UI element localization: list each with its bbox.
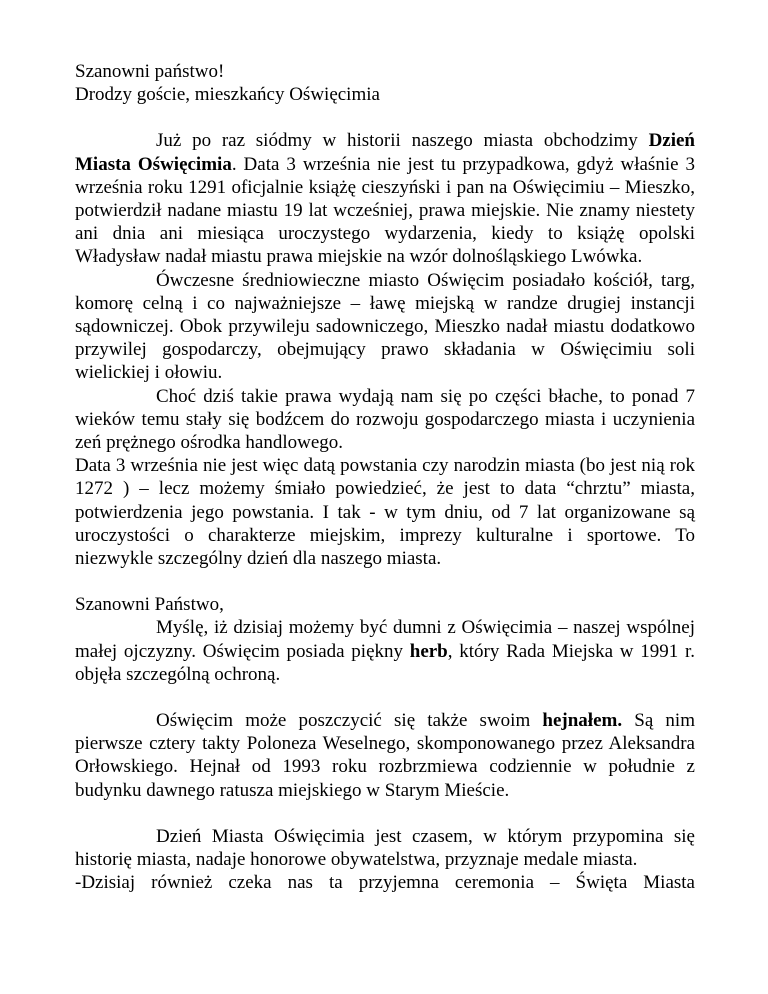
paragraph-coat-of-arms-text-cont: , który Rada Miejska w 1991 r. objęła szczególną ochroną. <box>75 640 695 685</box>
bugle-call-emphasis: hejnałem. <box>542 710 623 732</box>
paragraph-coat-of-arms-text: Myślę, iż dzisiaj możemy być dumni z Oświęcimia – naszej wspólnej małej ojczyzny. Oświęcim posiada piękny <box>75 617 695 662</box>
paragraph-bugle-call-text: Oświęcim może poszczycić się także swoim <box>156 710 543 732</box>
paragraph-privileges: Choć dziś takie prawa wydają nam się po części błache, to ponad 7 wieków temu stały się bodźcem do rozwoju gospodarczego miasta i uczynienia zeń prężnego ośrodka handlowego. <box>75 385 695 454</box>
paragraph-ceremony: Dzień Miasta Oświęcimia jest czasem, w którym przypomina się historię miasta, nadaje honorowe obywatelstwa, przyznaje medale miasta. <box>75 825 695 871</box>
paragraph-coat-of-arms <box>75 616 695 686</box>
paragraph-city-day-text: Już po raz siódmy w historii naszego miasta obchodzimy <box>156 130 649 152</box>
spacer <box>75 686 695 709</box>
spacer <box>75 570 695 593</box>
letter-page <box>75 60 695 895</box>
spacer <box>75 802 695 825</box>
paragraph-bugle-call-text-cont: Są nim pierwsze cztery takty Poloneza Weselnego, skomponowanego przez Aleksandra Orłowskiego. Hejnał od 1993 roku rozbrzmiewa codziennie w południe z budynku dawnego ratusza miejskiego w Starym Mieście. <box>75 710 695 801</box>
coat-of-arms-emphasis: herb <box>409 640 448 662</box>
paragraph-city-day-text-cont: . Data 3 września nie jest tu przypadkowa, gdyż właśnie 3 września roku 1291 oficjalnie książę cieszyński i pan na Oświęcimiu – Mieszko, potwierdził nadane miastu 19 lat wcześniej, prawa miejskie. Nie znamy niestety ani dnia ani miesiąca uroczystego wydarzenia, kiedy to książę opolski Władysław nadał miastu prawa miejskie na wzór dolnośląskiego Lwówka. <box>75 153 695 268</box>
greeting-line-1: Szanowni państwo! <box>75 61 225 82</box>
city-day-emphasis: Dzień Miasta Oświęcimia <box>75 130 695 175</box>
paragraph-ceremony-cont: -Dzisiaj również czeka nas ta przyjemna ceremonia – Święta Miasta <box>75 872 695 894</box>
spacer <box>75 106 695 129</box>
greeting-line-2: Drodzy goście, mieszkańcy Oświęcimia <box>75 84 380 106</box>
greeting-line-3: Szanowni Państwo, <box>75 594 224 616</box>
paragraph-bugle-call <box>75 709 695 802</box>
paragraph-founding-date: Data 3 września nie jest więc datą powstania czy narodzin miasta (bo jest nią rok 1272 ) – lecz możemy śmiało powiedzieć, że jest to data “chrztu” miasta, potwierdzenia jego powstania. I tak - w tym dniu, od 7 lat organizowane są uroczystości o charakterze miejskim, imprezy kulturalne i sportowe. To niezwykle szczególny dzień dla naszego miasta. <box>75 455 695 570</box>
paragraph-city-day <box>75 129 695 268</box>
paragraph-medieval-town: Ówczesne średniowieczne miasto Oświęcim posiadało kościół, targ, komorę celną i co najważniejsze – ławę miejską w randze drugiej instancji sądowniczej. Obok przywileju sadowniczego, Mieszko nadał miastu dodatkowo przywilej gospodarczy, obejmujący prawo składania w Oświęcimiu soli wielickiej i ołowiu. <box>75 269 695 384</box>
